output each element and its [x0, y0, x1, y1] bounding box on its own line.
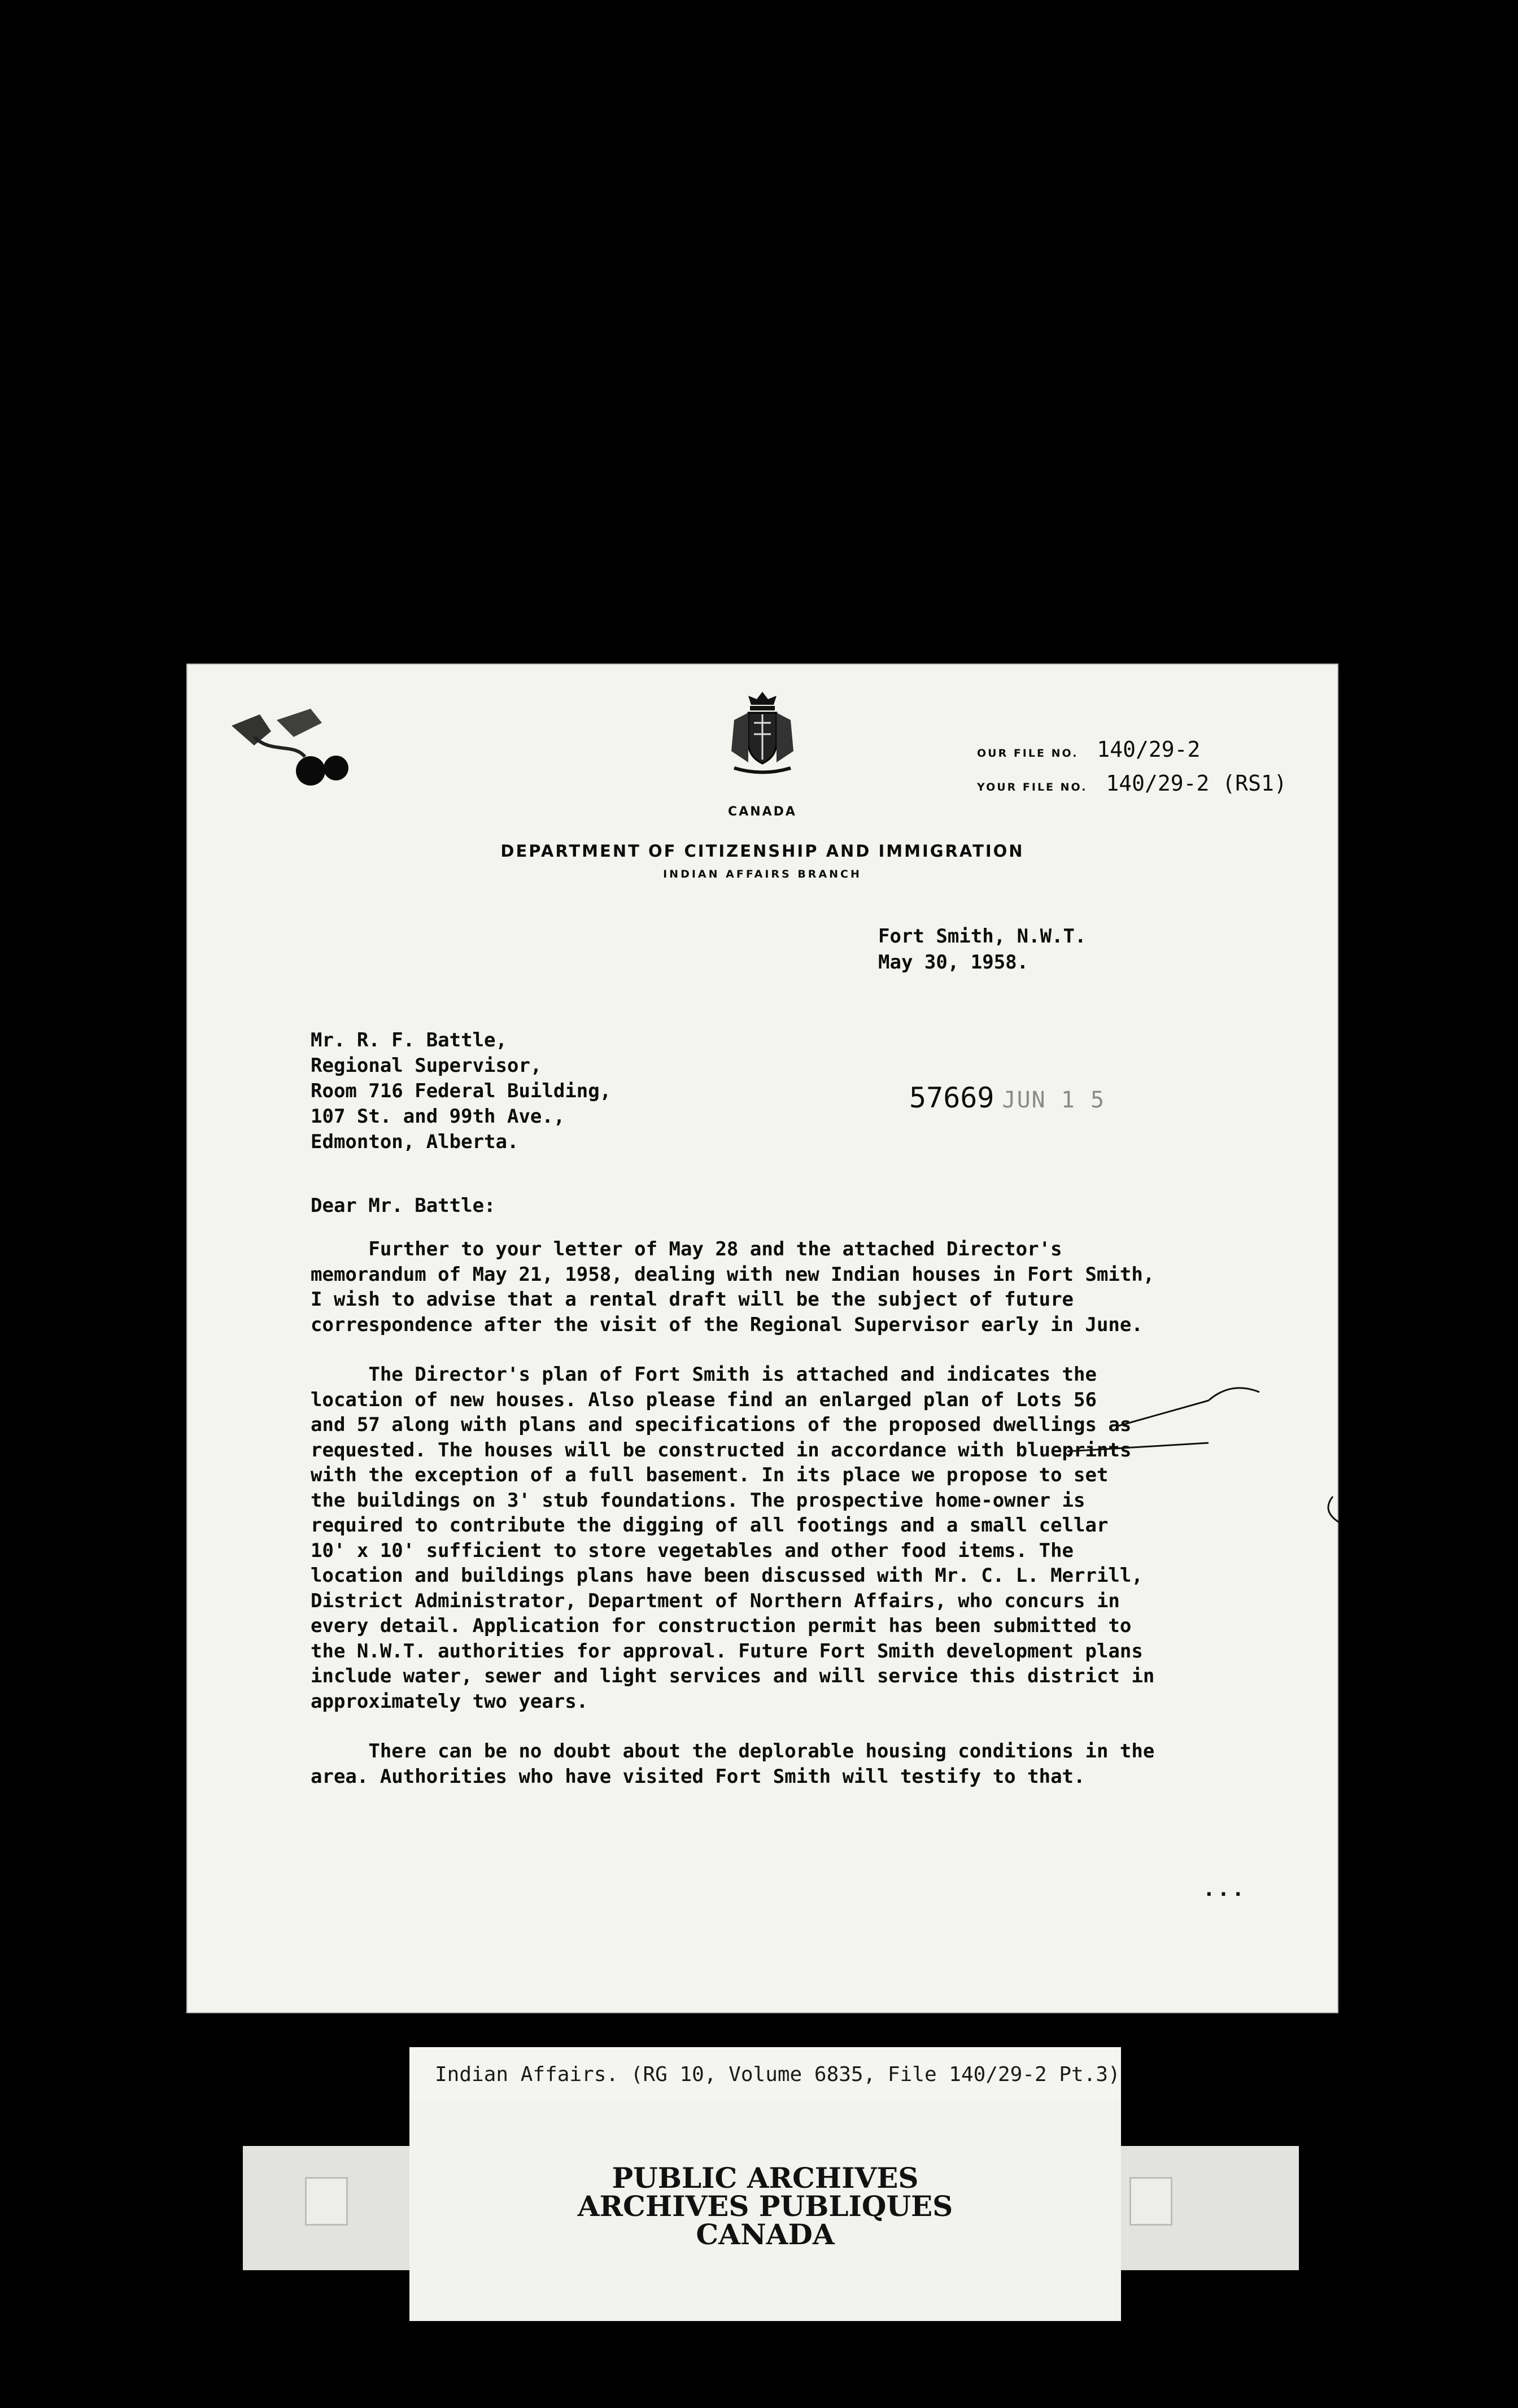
ink-smudge [220, 703, 356, 793]
your-file-label: YOUR FILE NO. [977, 781, 1088, 793]
your-file-value: 140/29-2 (RS1) [1106, 771, 1287, 796]
coat-of-arms-icon [723, 689, 802, 779]
our-file-value: 140/29-2 [1097, 737, 1201, 762]
letter-page [186, 664, 1338, 2013]
letterhead-department: DEPARTMENT OF CITIZENSHIP AND IMMIGRATION [500, 841, 1024, 861]
archive-reference-strip [409, 2047, 1121, 2101]
place-date-block [878, 923, 1086, 975]
band-box [1129, 2177, 1172, 2226]
body-paragraph: Further to your letter of May 28 and the attached Director's memorandum of May 21, 1958, dealing with new Indian houses in Fort Smith, I wish to advise that a rental draft will be the subject of future correspondence after the visit of the Regional Supervisor early in June. [311, 1238, 1155, 1336]
letterhead-branch: INDIAN AFFAIRS BRANCH [663, 868, 862, 880]
archives-stamp [409, 2101, 1121, 2321]
address-line: 107 St. and 99th Ave., [311, 1105, 565, 1128]
letter-date: May 30, 1958. [878, 951, 1029, 974]
stamp-date: JUN 1 5 [1002, 1087, 1106, 1113]
body-paragraph: There can be no doubt about the deplorable housing conditions in the area. Authorities who have visited Fort Smith will testify to that. [311, 1740, 1155, 1788]
stamp-number: 57669 [909, 1081, 994, 1114]
our-file-number [977, 737, 1200, 762]
letter-place: Fort Smith, N.W.T. [878, 925, 1087, 948]
salutation: Dear Mr. Battle: [311, 1194, 496, 1217]
body-paragraph: The Director's plan of Fort Smith is attached and indicates the location of new houses. Also please find an enlarged plan of Lots 56 and 57 along with plans and specifications of the proposed dwellings as requested. The houses will be constructed in accordance with blueprints with the exception of a full basement. In its place we propose to set the buildings on 3' stub foundations. The prospective home-owner is required to contribute the digging of all footings and a small cellar 10' x 10' sufficient to store vegetables and other food items. The location and buildings plans have been discussed with Mr. C. L. Merrill, District Administrator, Department of Northern Affairs, who concurs in every detail. Application for construction permit has been submitted to the N.W.T. authorities for approval. Future Fort Smith development plans include water, sewer and light services and will service this district in approximately two years. [311, 1363, 1155, 1713]
address-line: Room 716 Federal Building, [311, 1080, 612, 1102]
archives-line: CANADA [696, 2218, 835, 2251]
address-line: Regional Supervisor, [311, 1054, 542, 1077]
archives-line: ARCHIVES PUBLIQUES [577, 2189, 953, 2223]
band-box [305, 2177, 348, 2226]
letterhead-country: CANADA [728, 805, 797, 819]
recipient-address [311, 1028, 611, 1155]
continued-mark: ... [1203, 1878, 1247, 1901]
letter-body [311, 1237, 1384, 1814]
archives-line: PUBLIC ARCHIVES [612, 2161, 919, 2195]
archive-reference: Indian Affairs. (RG 10, Volume 6835, File 140/29-2 Pt.3) [435, 2063, 1120, 2086]
your-file-number [977, 771, 1287, 796]
address-line: Mr. R. F. Battle, [311, 1029, 507, 1052]
received-stamp [909, 1081, 1105, 1114]
address-line: Edmonton, Alberta. [311, 1131, 519, 1153]
our-file-label: OUR FILE NO. [977, 747, 1079, 760]
